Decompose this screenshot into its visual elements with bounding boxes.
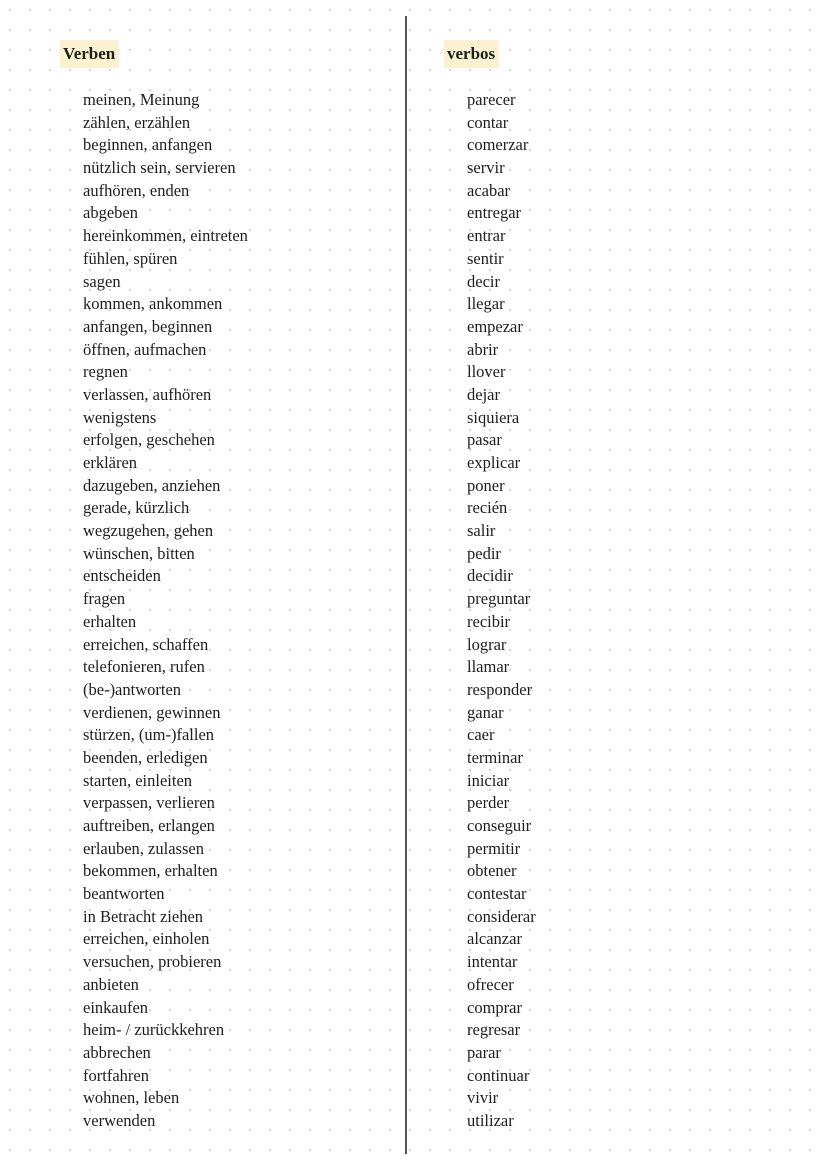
spanish-word: parecer xyxy=(467,90,516,109)
spanish-word: llamar xyxy=(467,657,510,677)
spanish-word: entrar xyxy=(467,226,506,246)
german-word: starten, einleiten xyxy=(83,770,193,790)
german-word: anfangen, beginnen xyxy=(83,316,213,336)
german-word: entscheiden xyxy=(83,566,161,586)
german-word: telefonieren, rufen xyxy=(83,657,205,677)
german-word: heim- / zurückkehren xyxy=(83,1020,225,1040)
german-word: kommen, ankommen xyxy=(83,294,223,314)
spanish-word: intentar xyxy=(467,952,518,972)
german-word: aufhören, enden xyxy=(83,180,190,200)
german-word: dazugeben, anziehen xyxy=(83,475,221,495)
german-word: erreichen, schaffen xyxy=(83,634,209,654)
german-word: in Betracht ziehen xyxy=(83,906,204,926)
spanish-word: perder xyxy=(467,793,510,813)
german-word: auftreiben, erlangen xyxy=(83,816,215,835)
german-word: anbieten xyxy=(83,974,139,994)
spanish-word: servir xyxy=(467,158,505,178)
german-word: öffnen, aufmachen xyxy=(83,339,207,359)
spanish-word: comprar xyxy=(467,997,522,1017)
german-word: fragen xyxy=(83,589,126,609)
spanish-word: dejar xyxy=(467,384,500,404)
german-word: wünschen, bitten xyxy=(83,543,195,563)
spanish-word: contar xyxy=(467,112,509,132)
spanish-word: decidir xyxy=(467,566,513,586)
spanish-word: ofrecer xyxy=(467,974,514,994)
german-word: nützlich sein, servieren xyxy=(83,158,236,178)
german-word: wenigstens xyxy=(83,407,157,427)
spanish-word-list xyxy=(467,89,536,1133)
spanish-word: lograr xyxy=(467,634,507,654)
german-word: erfolgen, geschehen xyxy=(83,430,215,450)
german-word: regnen xyxy=(83,362,128,382)
german-column xyxy=(60,40,248,1130)
german-word: einkaufen xyxy=(83,997,149,1017)
spanish-word: recién xyxy=(467,498,508,518)
spanish-word: parar xyxy=(467,1042,501,1062)
german-word: beginnen, anfangen xyxy=(83,135,213,155)
spanish-heading: verbos xyxy=(444,40,499,68)
german-word: abgeben xyxy=(83,203,138,223)
german-word: fortfahren xyxy=(83,1065,149,1085)
german-word: zählen, erzählen xyxy=(83,112,191,132)
column-divider xyxy=(405,16,407,1154)
spanish-word: contestar xyxy=(467,884,527,904)
german-word: verlassen, aufhören xyxy=(83,384,212,404)
german-word: beantworten xyxy=(83,884,165,904)
german-word: erklären xyxy=(83,453,138,472)
german-word: hereinkommen, eintreten xyxy=(83,226,248,246)
spanish-word: llegar xyxy=(467,294,505,314)
spanish-word: sentir xyxy=(467,248,504,268)
german-word: beenden, erledigen xyxy=(83,747,208,767)
german-word: versuchen, probieren xyxy=(83,952,222,972)
german-word-list xyxy=(83,89,248,1133)
spanish-word: llover xyxy=(467,362,506,382)
german-word: fühlen, spüren xyxy=(83,248,178,268)
spanish-word: preguntar xyxy=(467,589,531,609)
spanish-word: conseguir xyxy=(467,816,532,835)
spanish-word: comerzar xyxy=(467,135,529,155)
german-word: (be-)antworten xyxy=(83,679,182,699)
german-word: verpassen, verlieren xyxy=(83,793,215,813)
german-word: wohnen, leben xyxy=(83,1088,180,1108)
german-word: verdienen, gewinnen xyxy=(83,702,221,722)
spanish-word: entregar xyxy=(467,203,522,223)
spanish-word: permitir xyxy=(467,838,521,858)
german-word: gerade, kürzlich xyxy=(83,498,190,518)
german-word: sagen xyxy=(83,271,121,291)
german-heading: Verben xyxy=(60,40,119,68)
spanish-word: vivir xyxy=(467,1088,499,1108)
german-word: meinen, Meinung xyxy=(83,90,200,109)
spanish-word: explicar xyxy=(467,453,521,472)
spanish-word: acabar xyxy=(467,180,511,200)
spanish-word: poner xyxy=(467,475,505,495)
spanish-word: utilizar xyxy=(467,1110,514,1130)
spanish-word: regresar xyxy=(467,1020,521,1040)
spanish-word: continuar xyxy=(467,1065,530,1085)
german-word: abbrechen xyxy=(83,1042,151,1062)
german-word: erlauben, zulassen xyxy=(83,838,204,858)
spanish-word: siquiera xyxy=(467,407,520,427)
spanish-word: pasar xyxy=(467,430,502,450)
spanish-word: alcanzar xyxy=(467,929,522,949)
spanish-word: caer xyxy=(467,725,495,745)
german-word: bekommen, erhalten xyxy=(83,861,218,881)
german-word: erhalten xyxy=(83,611,137,631)
spanish-column xyxy=(444,40,536,1130)
spanish-word: ganar xyxy=(467,702,504,722)
german-word: wegzugehen, gehen xyxy=(83,521,214,541)
spanish-word: empezar xyxy=(467,316,523,336)
spanish-word: pedir xyxy=(467,543,501,563)
german-word: erreichen, einholen xyxy=(83,929,210,949)
spanish-word: decir xyxy=(467,271,500,291)
german-word: verwenden xyxy=(83,1110,156,1130)
spanish-word: terminar xyxy=(467,747,523,767)
spanish-word: recibir xyxy=(467,611,511,631)
spanish-word: considerar xyxy=(467,906,536,926)
german-word: stürzen, (um-)fallen xyxy=(83,725,215,745)
spanish-word: responder xyxy=(467,679,533,699)
spanish-word: salir xyxy=(467,521,496,541)
spanish-word: abrir xyxy=(467,339,499,359)
spanish-word: iniciar xyxy=(467,770,510,790)
spanish-word: obtener xyxy=(467,861,517,881)
